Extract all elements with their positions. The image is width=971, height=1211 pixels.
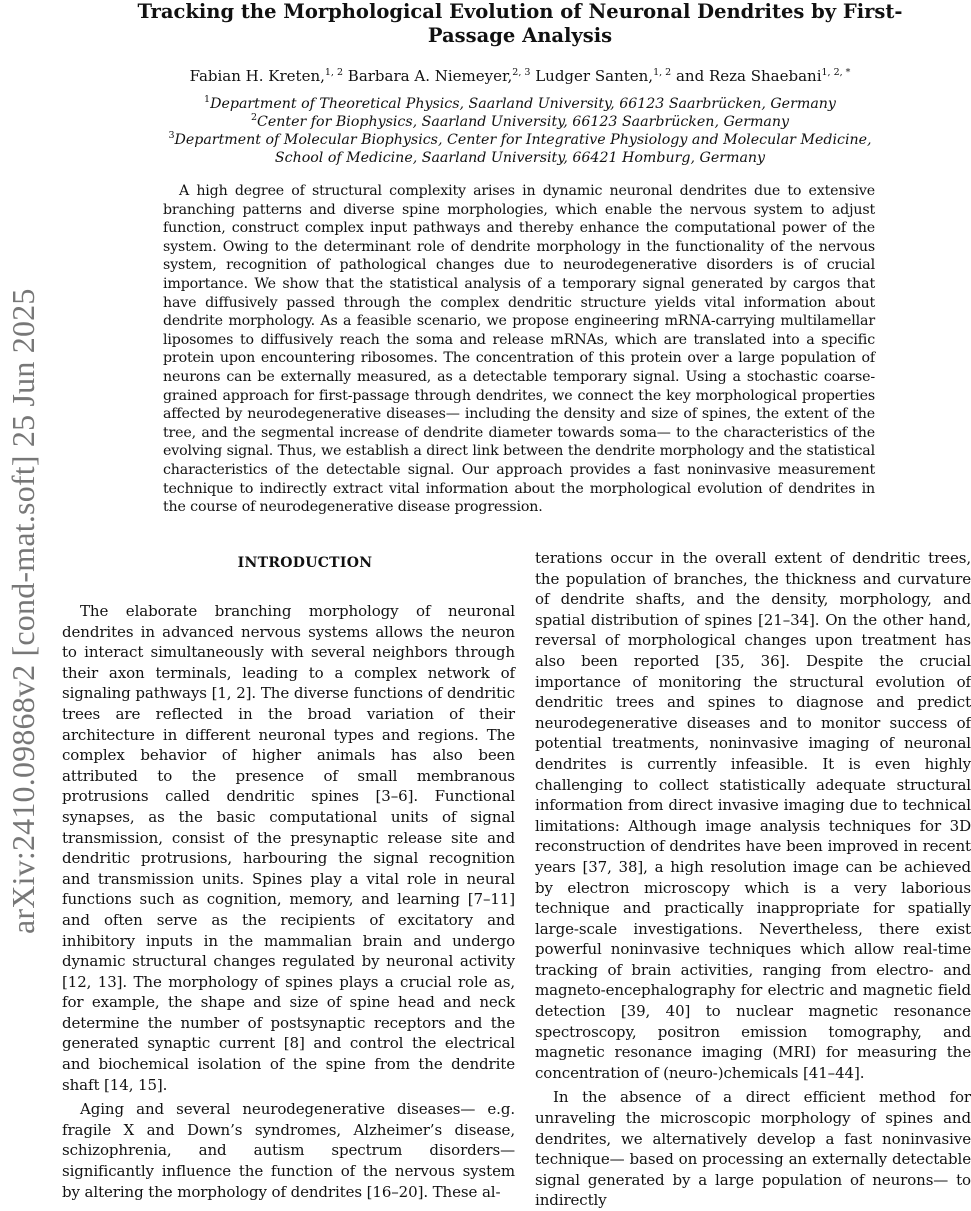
affiliation-line: School of Medicine, Saarland University, 66421 Homburg, Germany xyxy=(274,150,766,166)
arxiv-identifier: arXiv:2410.09868v2 [cond-mat.soft] 25 Jun 2025 xyxy=(5,288,41,934)
left-column xyxy=(62,601,515,1202)
author-name: Fabian H. Kreten, xyxy=(189,67,325,85)
author-affil-mark: 1, 2 xyxy=(653,67,672,78)
affiliation-line: $^1$Department of Theoretical Physics, Saarland University, 66123 Saarbrücken, Germany xyxy=(204,94,836,112)
paper-title: Tracking the Morphological Evolution of Neuronal Dendrites by First-Passage Analysis xyxy=(137,0,903,47)
affiliations xyxy=(95,95,945,167)
abstract: A high degree of structural complexity arises in dynamic neuronal dendrites due to extensive branching patterns and diverse spine morphologies, which enable the nervous system to adjust function, construct complex input pathways and thereby enhance the computational power of the system. Owing to the determinant role of dendrite morphology in the functionality of the nervous system, recognition of pathological changes due to neurodegenerative disorders is of crucial importance. We show that the statistical analysis of a temporary signal generated by cargos that have diffusively passed through the complex dendritic structure yields vital information about dendrite morphology. As a feasible scenario, we propose engineering mRNA-carrying multilamellar liposomes to diffusively reach the soma and release mRNAs, which are translated into a specific protein upon encountering ribosomes. The concentration of this protein over a large population of neurons can be externally measured, as a detectable temporary signal. Using a stochastic coarse-grained approach for first-passage through dendrites, we connect the key morphological properties affected by neurodegenerative diseases— including the density and size of spines, the extent of the tree, and the segmental increase of dendrite diameter towards soma— to the characteristics of the evolving signal. Thus, we establish a direct link between the dendrite morphology and the statistical characteristics of the detectable signal. Our approach provides a fast noninvasive measurement technique to indirectly extract vital information about the morphological evolution of dendrites in the course of neurodegenerative disease progression. xyxy=(163,183,875,516)
author-name: and Reza Shaebani xyxy=(675,67,822,85)
author-list xyxy=(95,67,945,85)
body-paragraph: terations occur in the overall extent of dendritic trees, the population of branches, the thickness and curvature of dendrite shafts, and the density, morphology, and spatial distribution of spines [21–34]. On the other hand, reversal of morphological changes upon treatment has also been reported [35, 36]. Despite the crucial importance of monitoring the structural evolution of dendritic trees and spines to diagnose and predict neurodegenerative diseases and to monitor success of potential treatments, noninvasive imaging of neuronal dendrites is currently infeasible. It is even highly challenging to collect statistically adequate structural information from direct invasive imaging due to technical limitations: Although image analysis techniques for 3D reconstruction of dendrites have been improved in recent years [37, 38], a high resolution image can be achieved by electron microscopy which is a very laborious technique and practically inappropriate for spatially large-scale investigations. Nevertheless, there exist powerful noninvasive techniques which allow real-time tracking of brain activities, ranging from electro- and magneto-encephalography for electric and magnetic field detection [39, 40] to nuclear magnetic resonance spectroscopy, positron emission tomography, and magnetic resonance imaging (MRI) for measuring the concentration of (neuro-)chemicals [41–44]. xyxy=(535,549,971,1082)
body-paragraph: The elaborate branching morphology of neuronal dendrites in advanced nervous systems allows the neuron to interact simultaneously with several neighbors through their axon terminals, leading to a complex network of signaling pathways [1, 2]. The diverse functions of dendritic trees are reflected in the broad variation of their architecture in different neuronal types and regions. The complex behavior of higher animals has also been attributed to the presence of small membranous protrusions called dendritic spines [3–6]. Functional synapses, as the basic computational units of signal transmission, consist of the presynaptic release site and dendritic protrusions, harbouring the signal recognition and transmission units. Spines play a vital role in neural functions such as cognition, memory, and learning [7–11] and often serve as the recipients of excitatory and inhibitory inputs in the mammalian brain and undergo dynamic structural changes regulated by neuronal activity [12, 13]. The morphology of spines plays a crucial role as, for example, the shape and size of spine head and neck determine the number of postsynaptic receptors and the generated synaptic current [8] and control the electrical and biochemical isolation of the spine from the dendrite shaft [14, 15]. xyxy=(62,602,515,1094)
author-name: Barbara A. Niemeyer, xyxy=(347,67,513,85)
author-name: Ludger Santen, xyxy=(535,67,654,85)
author-affil-mark: 1, 2, * xyxy=(821,67,851,78)
author-affil-mark: 2, 3 xyxy=(512,67,531,78)
right-column xyxy=(535,548,971,1211)
author-affil-mark: 1, 2 xyxy=(324,67,344,78)
body-paragraph: Aging and several neurodegenerative diseases— e.g. fragile X and Down’s syndromes, Alzheimer’s disease, schizophrenia, and autism spectrum disorders— significantly influence the function of the nervous system by altering the morphology of dendrites [16–20]. These al- xyxy=(62,1100,515,1201)
section-heading: INTRODUCTION xyxy=(237,555,373,571)
affiliation-line: $^3$Department of Molecular Biophysics, Center for Integrative Physiology and Molecular Medicine, xyxy=(168,130,872,148)
affiliation-line: $^2$Center for Biophysics, Saarland University, 66123 Saarbrücken, Germany xyxy=(250,112,790,130)
body-paragraph: In the absence of a direct efficient method for unraveling the microscopic morphology of spines and dendrites, we alternatively develop a fast noninvasive technique— based on processing an externally detectable signal generated by a large population of neurons— to indirectly xyxy=(535,1088,971,1210)
